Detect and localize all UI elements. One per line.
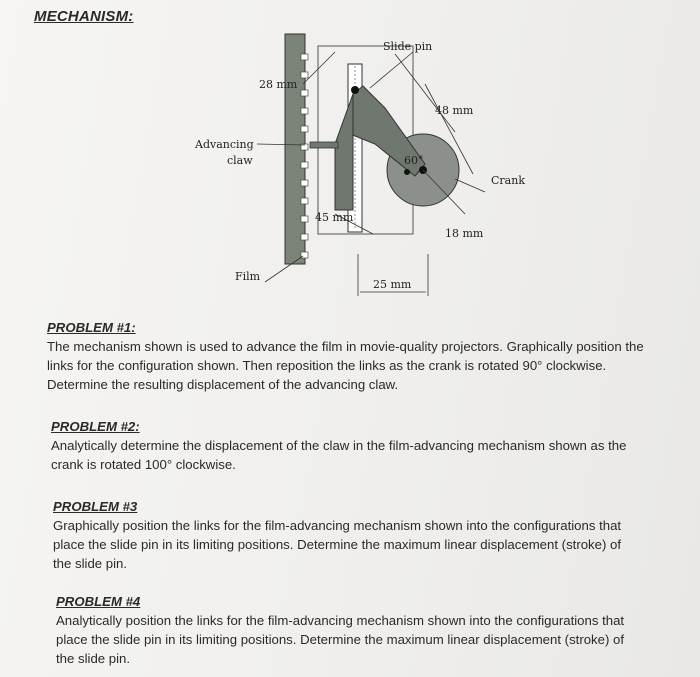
slide-pin <box>351 86 359 94</box>
problem-4-text: Analytically position the links for the film-advancing mechanism shown into the configurations that place the slide pin in its limiting positions. Determine the maximum linear displacement (stroke) of the slide pin. <box>56 613 625 666</box>
dim-45-label: 45 mm <box>315 211 354 224</box>
problem-4-heading: PROBLEM #4 <box>56 594 141 609</box>
advancing-claw <box>310 142 338 148</box>
problem-1-text: The mechanism shown is used to advance the film in movie-quality projectors. Graphically position the links for the configuration shown. Then reposition the links as the crank is rotated 90° clockwise. Determine the resulting displacement of the advancing claw. <box>47 339 644 392</box>
page-title: MECHANISM: <box>34 8 134 25</box>
crank-pin <box>404 169 410 175</box>
film-label: Film <box>235 270 261 283</box>
crank-label: Crank <box>491 174 525 187</box>
problem-1 <box>47 318 647 394</box>
problem-2-heading: PROBLEM #2: <box>51 419 140 434</box>
advancing-claw-label-2: claw <box>227 154 253 167</box>
claw-arm <box>335 94 353 210</box>
mechanism-diagram <box>185 24 545 314</box>
mechanism-figure <box>185 24 545 314</box>
problem-2-text: Analytically determine the displacement of the claw in the film-advancing mechanism shown as the crank is rotated 100° clockwise. <box>51 438 627 472</box>
dim-48-label: 48 mm <box>435 104 474 117</box>
problem-1-heading: PROBLEM #1: <box>47 320 136 335</box>
problem-4 <box>56 592 646 668</box>
dim-28-label: 28 mm <box>259 78 298 91</box>
problem-3-heading: PROBLEM #3 <box>53 499 138 514</box>
dim-25-label: 25 mm <box>373 278 412 291</box>
dim-18-label: 18 mm <box>445 227 484 240</box>
advancing-claw-label-1: Advancing <box>195 138 254 151</box>
slide-pin-label: Slide pin <box>383 40 433 53</box>
problem-3-text: Graphically position the links for the film-advancing mechanism shown into the configurations that place the slide pin in its limiting positions. Determine the maximum linear displacement (stroke) of the slide pin. <box>53 518 622 571</box>
problem-3 <box>53 497 643 573</box>
angle-label: 60° <box>404 154 424 167</box>
problem-2 <box>51 417 651 474</box>
